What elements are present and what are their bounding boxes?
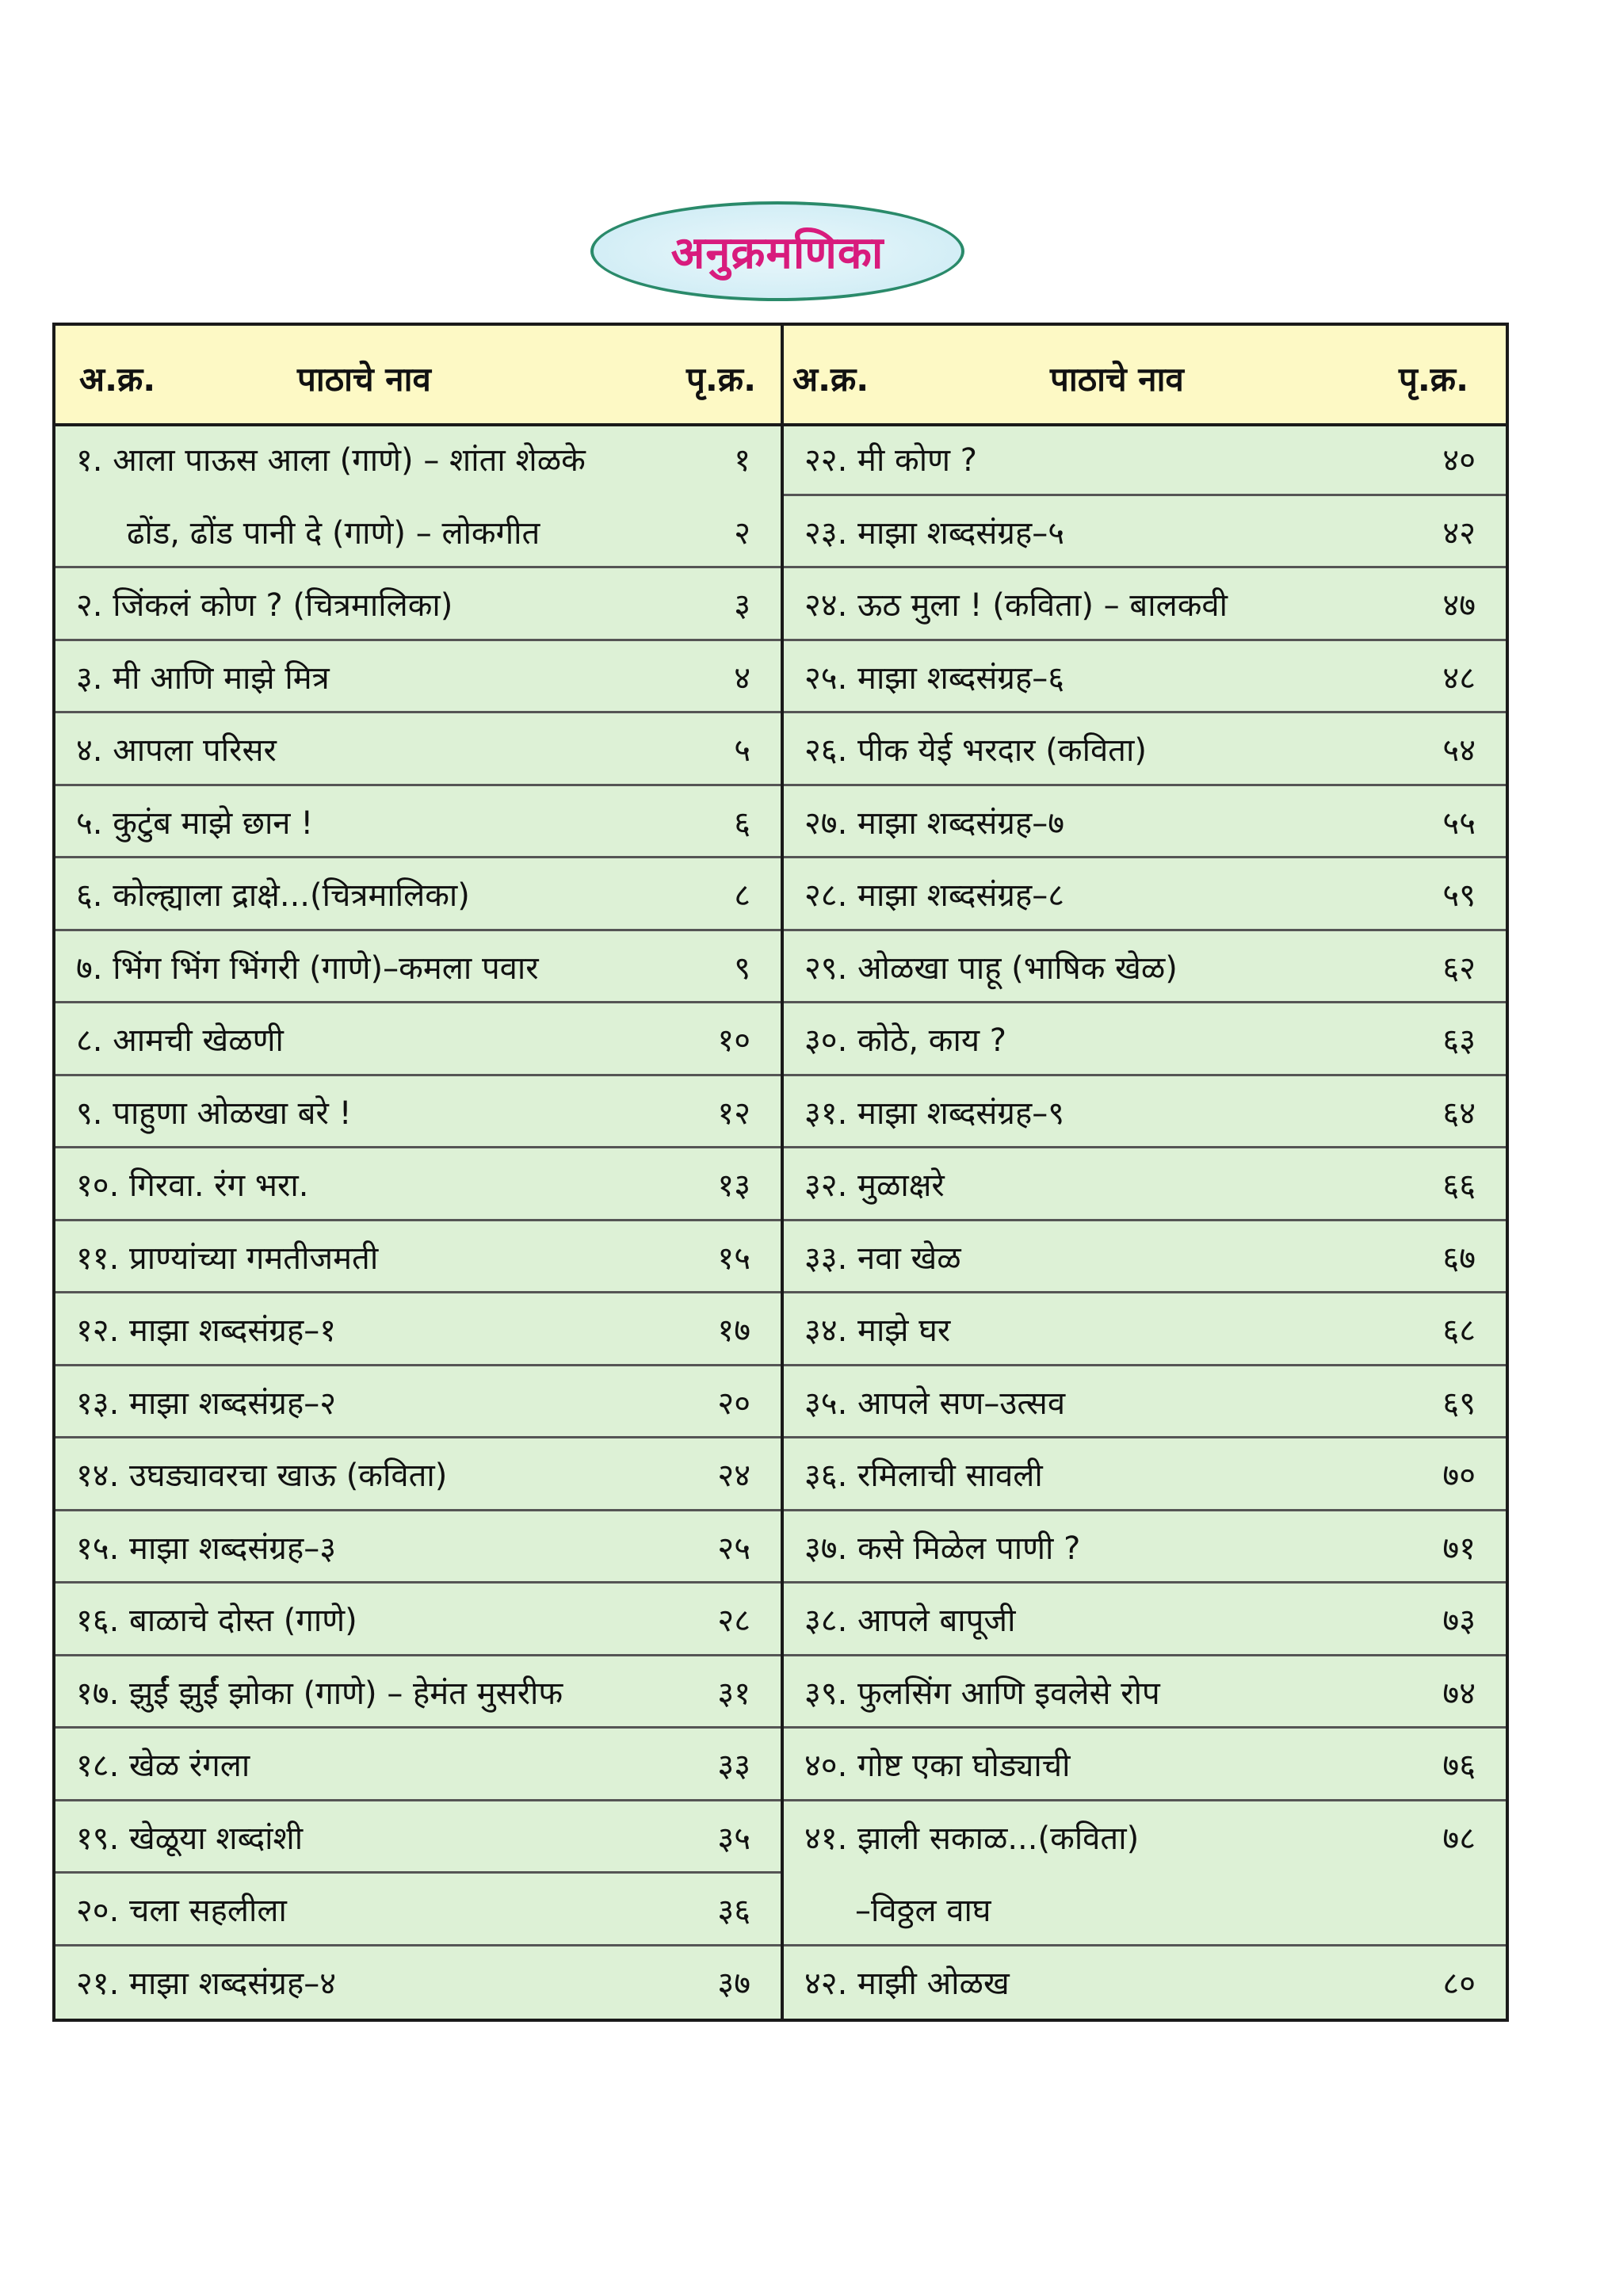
table-row [55,641,781,714]
row-line [784,1656,1506,1726]
page-number: ७० [1442,1457,1476,1495]
table-row [784,1584,1506,1656]
table-row [784,858,1506,931]
page-number: ७१ [1442,1530,1476,1567]
row-line [784,786,1506,856]
row-line [55,1366,781,1436]
lesson-title: २६. पीक येई भरदार (कविता) [804,732,1147,770]
lesson-title: १६. बाळाचे दोस्त (गाणे) [76,1603,357,1640]
page-number: २ [734,514,750,552]
page-number: ६ [734,804,750,842]
row-line [784,931,1506,1001]
table-row [784,1221,1506,1294]
row-line [55,1439,781,1509]
row-line [55,496,781,566]
page-number: ४७ [1442,587,1476,625]
header-sr-right: अ.क्र. [792,360,869,399]
row-line [784,569,1506,639]
page-number: १५ [717,1240,750,1277]
page-number: ७४ [1442,1675,1476,1712]
page-number: २४ [717,1457,750,1495]
page-number: ३३ [717,1748,750,1785]
row-line [784,1874,1506,1944]
contents-table [52,323,1509,2022]
lesson-title: २५. माझा शब्दसंग्रह–६ [804,659,1065,697]
table-row [784,1366,1506,1439]
lesson-title: २०. चला सहलीला [76,1893,287,1930]
page-number: १० [717,1022,750,1060]
table-row [784,786,1506,859]
row-line [55,1946,781,2016]
table-row [784,568,1506,641]
table-row [784,423,1506,496]
table-row [55,568,781,641]
row-line [784,1584,1506,1654]
page-number: ५ [734,732,750,770]
table-row [784,931,1506,1004]
lesson-title: २८. माझा शब्दसंग्रह–८ [804,877,1065,915]
lesson-title: ११. प्राण्यांच्या गमतीजमती [76,1240,379,1277]
table-row [55,1438,781,1511]
row-line [784,1294,1506,1364]
row-line [55,1584,781,1654]
lesson-title: १. आला पाऊस आला (गाणे) – शांता शेळके [76,442,586,479]
row-line [55,1221,781,1291]
page-number: ६२ [1442,949,1476,987]
row-line [784,1149,1506,1219]
table-row [55,1729,781,1801]
table-row [784,1076,1506,1149]
row-line [55,786,781,856]
lesson-title: २७. माझा शब्दसंग्रह–७ [804,804,1065,842]
table-row [784,1293,1506,1366]
page-number: ५९ [1442,877,1476,915]
page-number: ८ [734,877,750,915]
row-line [55,1511,781,1581]
page-number: ६९ [1442,1385,1476,1422]
left-column [55,423,781,2019]
row-line [55,569,781,639]
table-row [784,1438,1506,1511]
title-oval [590,201,964,301]
lesson-title: ६. कोल्ह्याला द्राक्षे...(चित्रमालिका) [76,877,470,915]
header-name-right: पाठाचे नाव [1050,360,1184,399]
page-number: ७६ [1442,1748,1476,1785]
page-number: ४८ [1442,659,1476,697]
row-line [55,641,781,711]
page-number: २० [717,1385,750,1422]
lesson-title: २९. ओळखा पाहू (भाषिक खेळ) [804,949,1178,987]
lesson-title: ५. कुटुंब माझे छान ! [76,804,314,842]
lesson-title: ३२. मुळाक्षरे [804,1167,945,1205]
page-number: ७३ [1442,1603,1476,1640]
table-row [55,1946,781,2019]
lesson-title: ४१. झाली सकाळ...(कविता) [804,1820,1140,1857]
page-number: ४० [1442,442,1476,479]
row-line [784,1729,1506,1799]
lesson-title: २२. मी कोण ? [804,442,977,479]
page-number: ३५ [717,1820,750,1857]
table-row [784,1148,1506,1221]
table-row [55,1366,781,1439]
table-row [784,1946,1506,2019]
table-row [55,786,781,859]
lesson-title: ३४. माझे घर [804,1312,951,1350]
row-line [784,641,1506,711]
lesson-title: ३१. माझा शब्दसंग्रह–९ [804,1095,1065,1132]
lesson-title: ३७. कसे मिळेल पाणी ? [804,1530,1081,1567]
page-number: १७ [717,1312,750,1350]
row-line [784,1221,1506,1291]
lesson-title: ४२. माझी ओळख [804,1965,1010,2002]
page-number: ३१ [717,1675,750,1712]
header-sr-left: अ.क्र. [79,360,156,399]
lesson-title: १०. गिरवा. रंग भरा. [76,1167,309,1205]
lesson-title: ३६. रमिलाची सावली [804,1457,1043,1495]
table-row [55,931,781,1004]
row-line [55,1801,781,1871]
row-line [55,1004,781,1074]
header-page-right: पृ.क्र. [1399,360,1469,399]
page-number: ६८ [1442,1312,1476,1350]
page-title: अनुक्रमणिका [670,227,884,279]
lesson-title: ४०. गोष्ट एका घोड्याची [804,1748,1071,1785]
table-row [55,1221,781,1294]
table-row [784,713,1506,786]
lesson-title: ३३. नवा खेळ [804,1240,961,1277]
lesson-title: ४. आपला परिसर [76,732,277,770]
row-line [784,1439,1506,1509]
lesson-title: ७. भिंग भिंग भिंगरी (गाणे)–कमला पवार [76,949,539,987]
table-row [55,1801,781,1874]
page-number: ४२ [1442,514,1476,552]
lesson-title: २४. ऊठ मुला ! (कविता) – बालकवी [804,587,1228,625]
page-number: १२ [717,1095,750,1132]
page-number: ६४ [1442,1095,1476,1132]
lesson-title: २१. माझा शब्दसंग्रह–४ [76,1965,337,2002]
page-number: ८० [1442,1965,1476,2002]
page-number: ३६ [717,1893,750,1930]
table-row [55,858,781,931]
row-line [55,1076,781,1146]
row-line [784,1801,1506,1871]
table-row [55,423,781,568]
table-row [784,496,1506,569]
lesson-title: १५. माझा शब्दसंग्रह–३ [76,1530,337,1567]
page-number: ६७ [1442,1240,1476,1277]
row-line [784,1004,1506,1074]
table-row [55,1003,781,1076]
table-row [784,1511,1506,1584]
row-line [784,859,1506,929]
page-number: ३ [734,587,750,625]
table-row [784,1729,1506,1801]
lesson-title: ९. पाहुणा ओळखा बरे ! [76,1095,352,1132]
row-line [55,424,781,494]
lesson-title: २३. माझा शब्दसंग्रह–५ [804,514,1065,552]
lesson-title: ३९. फुलसिंग आणि इवलेसे रोप [804,1675,1160,1712]
table-row [55,1076,781,1149]
header-page-left: पृ.क्र. [686,360,757,399]
row-line [55,1149,781,1219]
row-line [784,1366,1506,1436]
row-line [784,496,1506,566]
table-row [784,1801,1506,1946]
table-row [55,1656,781,1729]
lesson-title: ३०. कोठे, काय ? [804,1022,1007,1060]
table-row [55,1874,781,1946]
page-number: २५ [717,1530,750,1567]
lesson-title: १९. खेळूया शब्दांशी [76,1820,304,1857]
page-number: २८ [717,1603,750,1640]
right-column [784,423,1506,2019]
lesson-title: ८. आमची खेळणी [76,1022,284,1060]
lesson-title: ३. मी आणि माझे मित्र [76,659,330,697]
lesson-title: १३. माझा शब्दसंग्रह–२ [76,1385,337,1422]
row-line [784,1076,1506,1146]
page-number: ४ [734,659,750,697]
row-line [55,931,781,1001]
page-number: ५५ [1442,804,1476,842]
page-number: ५४ [1442,732,1476,770]
lesson-title: २. जिंकलं कोण ? (चित्रमालिका) [76,587,453,625]
lesson-title: –विठ्ठल वाघ [855,1893,991,1930]
row-line [55,859,781,929]
lesson-title: १८. खेळ रंगला [76,1748,250,1785]
lesson-title: ढोंड, ढोंड पानी दे (गाणे) – लोकगीत [127,514,540,552]
page-number: १ [734,442,750,479]
row-line [55,1874,781,1944]
row-line [784,424,1506,494]
page-number: ६३ [1442,1022,1476,1060]
table-row [784,1003,1506,1076]
page-number: ३७ [717,1965,750,2002]
table-row [55,1293,781,1366]
row-line [55,714,781,784]
lesson-title: १४. उघड्यावरचा खाऊ (कविता) [76,1457,448,1495]
lesson-title: ३५. आपले सण–उत्सव [804,1385,1066,1422]
row-line [55,1656,781,1726]
header-name-left: पाठाचे नाव [297,360,431,399]
table-row [55,1584,781,1656]
table-row [784,641,1506,714]
table-row [55,1511,781,1584]
page-number: ६६ [1442,1167,1476,1205]
row-line [55,1729,781,1799]
page-number: ९ [734,949,750,987]
row-line [784,1946,1506,2016]
table-row [784,1656,1506,1729]
row-line [55,1294,781,1364]
lesson-title: १७. झुईं झुईं झोका (गाणे) – हेमंत मुसरीफ [76,1675,563,1712]
page-number: ७८ [1442,1820,1476,1857]
lesson-title: १२. माझा शब्दसंग्रह–१ [76,1312,337,1350]
table-row [55,713,781,786]
row-line [784,1511,1506,1581]
row-line [784,714,1506,784]
table-row [55,1148,781,1221]
lesson-title: ३८. आपले बापूजी [804,1603,1016,1640]
page-number: १३ [717,1167,750,1205]
